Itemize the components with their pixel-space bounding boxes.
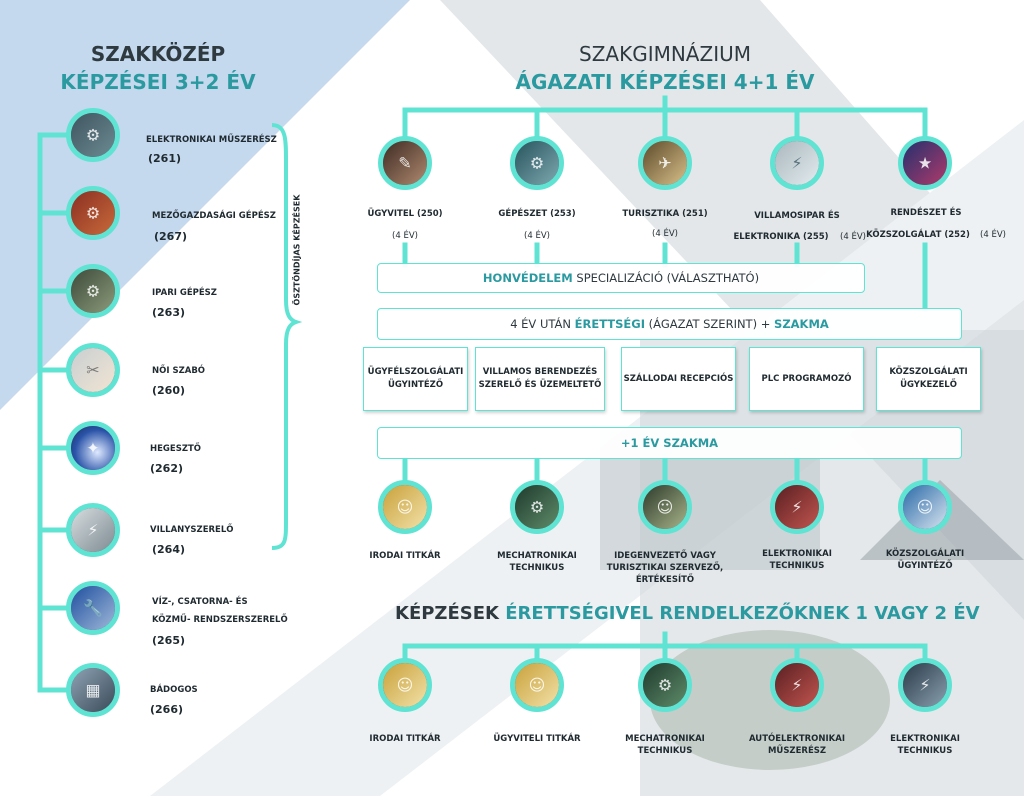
left-item-2-photo	[66, 186, 120, 240]
outcome-3-line2: TURISZTIKAI SZERVEZŐ,	[606, 563, 724, 573]
sector-2-photo	[510, 136, 564, 190]
left-item-8-code: (266)	[150, 703, 184, 716]
outcome-5-line1: KÖZSZOLGÁLATI	[885, 549, 965, 559]
office-icon: ✎	[398, 153, 412, 173]
erettsegi-bar	[377, 308, 962, 340]
secretary-icon: ☺	[396, 497, 414, 517]
outcome-4-line1: ELEKTRONIKAI	[762, 549, 832, 559]
circuit-icon: ⚡	[919, 675, 931, 695]
erettsegi-bold: ÉRETTSÉGI	[574, 317, 646, 331]
plus-one-year-text: +1 ÉV SZAKMA	[620, 436, 719, 450]
outcome-4-photo	[770, 480, 824, 534]
bottom-item-1-photo	[378, 658, 432, 712]
left-item-6-name: VILLANYSZERELŐ	[150, 525, 234, 535]
qualification-2	[475, 347, 605, 411]
qualification-1-line1: ÜGYFÉLSZOLGÁLATI	[367, 367, 464, 378]
left-item-1-photo	[66, 108, 120, 162]
secretary-icon: ☺	[396, 675, 414, 695]
qualification-5-line2: ÜGYKEZELŐ	[900, 380, 957, 390]
qualification-1	[363, 347, 468, 411]
tourism-icon: ✈	[658, 153, 672, 173]
outcome-2-line2: TECHNIKUS	[509, 563, 565, 573]
mechatronics-icon: ⚙	[657, 675, 673, 695]
left-title-line2: KÉPZÉSEI 3+2 ÉV	[60, 70, 256, 94]
sector-5-name-line1: RENDÉSZET ÉS	[890, 208, 962, 218]
right-title-line1: SZAKGIMNÁZIUM	[579, 42, 751, 66]
honvedelem-bar	[377, 263, 865, 293]
police-icon: ★	[917, 153, 933, 173]
oscilloscope-icon: ⚙	[85, 125, 101, 145]
qualification-2-line2: SZERELŐ ÉS ÜZEMELTETŐ	[478, 380, 602, 390]
bottom-title-part1: KÉPZÉSEK	[395, 603, 506, 624]
right-title-line2: ÁGAZATI KÉPZÉSEI 4+1 ÉV	[515, 70, 815, 94]
left-item-6-code: (264)	[152, 543, 186, 556]
bottom-item-5-line2: TECHNIKUS	[897, 746, 953, 756]
qualification-5	[876, 347, 981, 411]
car-electronics-icon: ⚡	[791, 675, 803, 695]
scholarship-brace	[272, 125, 296, 548]
left-item-3-name: IPARI GÉPÉSZ	[152, 288, 217, 298]
outcome-3-line1: IDEGENVEZETŐ VAGY	[614, 551, 716, 561]
sewing-icon: ✂	[86, 360, 100, 380]
bottom-title-part2: ÉRETTSÉGIVEL RENDELKEZŐKNEK 1 VAGY 2 ÉV	[505, 603, 980, 624]
sector-1-years: (4 ÉV)	[392, 231, 418, 241]
sector-3-name: TURISZTIKA (251)	[622, 209, 708, 219]
electronics-icon: ⚡	[791, 153, 803, 173]
qualification-5-line1: KÖZSZOLGÁLATI	[889, 367, 968, 378]
circuit-icon: ⚡	[791, 497, 803, 517]
left-item-7-name-line2: KÖZMŰ- RENDSZERSZERELŐ	[152, 615, 288, 625]
left-item-8-name: BÁDOGOS	[150, 685, 198, 695]
sector-5-name-line2: KÖZSZOLGÁLAT (252)	[866, 230, 970, 240]
left-item-4-name: NŐI SZABÓ	[152, 366, 206, 376]
left-item-4-photo	[66, 343, 120, 397]
qualification-3-line1: SZÁLLODAI RECEPCIÓS	[623, 373, 734, 384]
bottom-item-3-line2: TECHNIKUS	[637, 746, 693, 756]
left-title-line1: SZAKKÖZÉP	[90, 42, 226, 66]
civil-service-icon: ☺	[916, 497, 934, 517]
bottom-item-3-line1: MECHATRONIKAI	[625, 734, 705, 744]
tractor-icon: ⚙	[85, 203, 101, 223]
sector-2-name: GÉPÉSZET (253)	[498, 209, 576, 219]
sector-3-photo	[638, 136, 692, 190]
left-item-5-photo	[66, 421, 120, 475]
bottom-item-4-photo	[770, 658, 824, 712]
sector-1-photo	[378, 136, 432, 190]
outcome-1-line1: IRODAI TITKÁR	[369, 551, 441, 561]
office-clerk-icon: ☺	[528, 675, 546, 695]
left-item-7-photo	[66, 581, 120, 635]
left-item-5-code: (262)	[150, 462, 184, 475]
left-item-5-name: HEGESZTŐ	[150, 444, 202, 454]
electric-panel-icon: ⚡	[87, 520, 99, 540]
sector-4-photo	[770, 136, 824, 190]
sheet-metal-icon: ▦	[85, 680, 101, 700]
outcome-5-photo	[898, 480, 952, 534]
left-item-3-photo	[66, 264, 120, 318]
outcome-4-line2: TECHNIKUS	[769, 561, 825, 571]
sector-4-name-line2: ELEKTRONIKA (255)	[733, 232, 829, 242]
bottom-item-3-photo	[638, 658, 692, 712]
left-item-1-code: (261)	[148, 152, 182, 165]
outcome-2-photo	[510, 480, 564, 534]
mechatronics-icon: ⚙	[529, 497, 545, 517]
bottom-item-5-photo	[898, 658, 952, 712]
outcome-3-line3: ÉRTÉKESÍTŐ	[635, 575, 695, 585]
sector-3-years: (4 ÉV)	[652, 229, 678, 239]
outcome-3-photo	[638, 480, 692, 534]
sector-4-years: (4 ÉV)	[840, 232, 866, 242]
bottom-item-4-line1: AUTÓELEKTRONIKAI	[748, 734, 846, 744]
honvedelem-rest: SPECIALIZÁCIÓ (VÁLASZTHATÓ)	[572, 271, 760, 285]
left-item-8-photo	[66, 663, 120, 717]
qualification-2-line1: VILLAMOS BERENDEZÉS	[482, 367, 598, 378]
qualification-4-line1: PLC PROGRAMOZÓ	[761, 373, 852, 384]
machine-icon: ⚙	[529, 153, 545, 173]
left-item-3-code: (263)	[152, 306, 186, 319]
qualification-4	[749, 347, 864, 411]
bottom-item-5-line1: ELEKTRONIKAI	[890, 734, 960, 744]
erettsegi-mid: (ÁGAZAT SZERINT) +	[645, 317, 775, 331]
bottom-item-1-line1: IRODAI TITKÁR	[369, 734, 441, 744]
sector-5-photo	[898, 136, 952, 190]
honvedelem-bold: HONVÉDELEM	[482, 271, 573, 285]
side-label-text: ÖSZTÖNDÍJAS KÉPZÉSEK	[292, 194, 302, 306]
sector-1-name: ÜGYVITEL (250)	[367, 209, 443, 219]
plumbing-icon: 🔧	[83, 598, 103, 618]
outcome-1-photo	[378, 480, 432, 534]
guide-icon: ☺	[656, 497, 674, 517]
qualification-1-line2: ÜGYINTÉZŐ	[387, 380, 444, 390]
bottom-item-4-line2: MŰSZERÉSZ	[767, 746, 827, 756]
outcome-2-line1: MECHATRONIKAI	[497, 551, 577, 561]
qualification-3	[621, 347, 736, 411]
szakma-bold: SZAKMA	[774, 317, 829, 331]
sector-4-name-line1: VILLAMOSIPAR ÉS	[754, 211, 840, 221]
plus-one-year-bar	[377, 427, 962, 459]
left-item-2-name: MEZŐGAZDASÁGI GÉPÉSZ	[152, 211, 276, 221]
bottom-item-2-photo	[510, 658, 564, 712]
left-item-1-name: ELEKTRONIKAI MŰSZERÉSZ	[146, 135, 277, 145]
bottom-title	[395, 603, 980, 624]
left-item-7-code: (265)	[152, 634, 186, 647]
erettsegi-start: 4 ÉV UTÁN	[510, 317, 575, 331]
left-item-2-code: (267)	[154, 230, 188, 243]
sector-2-years: (4 ÉV)	[524, 231, 550, 241]
sector-5-years: (4 ÉV)	[980, 230, 1006, 240]
lathe-icon: ⚙	[85, 281, 101, 301]
outcome-5-line2: ÜGYINTÉZŐ	[897, 561, 953, 571]
left-item-4-code: (260)	[152, 384, 186, 397]
left-item-6-photo	[66, 503, 120, 557]
bottom-item-2-line1: ÜGYVITELI TITKÁR	[493, 734, 581, 744]
welding-icon: ✦	[86, 438, 100, 458]
left-item-7-name-line1: VÍZ-, CSATORNA- ÉS	[152, 597, 248, 607]
